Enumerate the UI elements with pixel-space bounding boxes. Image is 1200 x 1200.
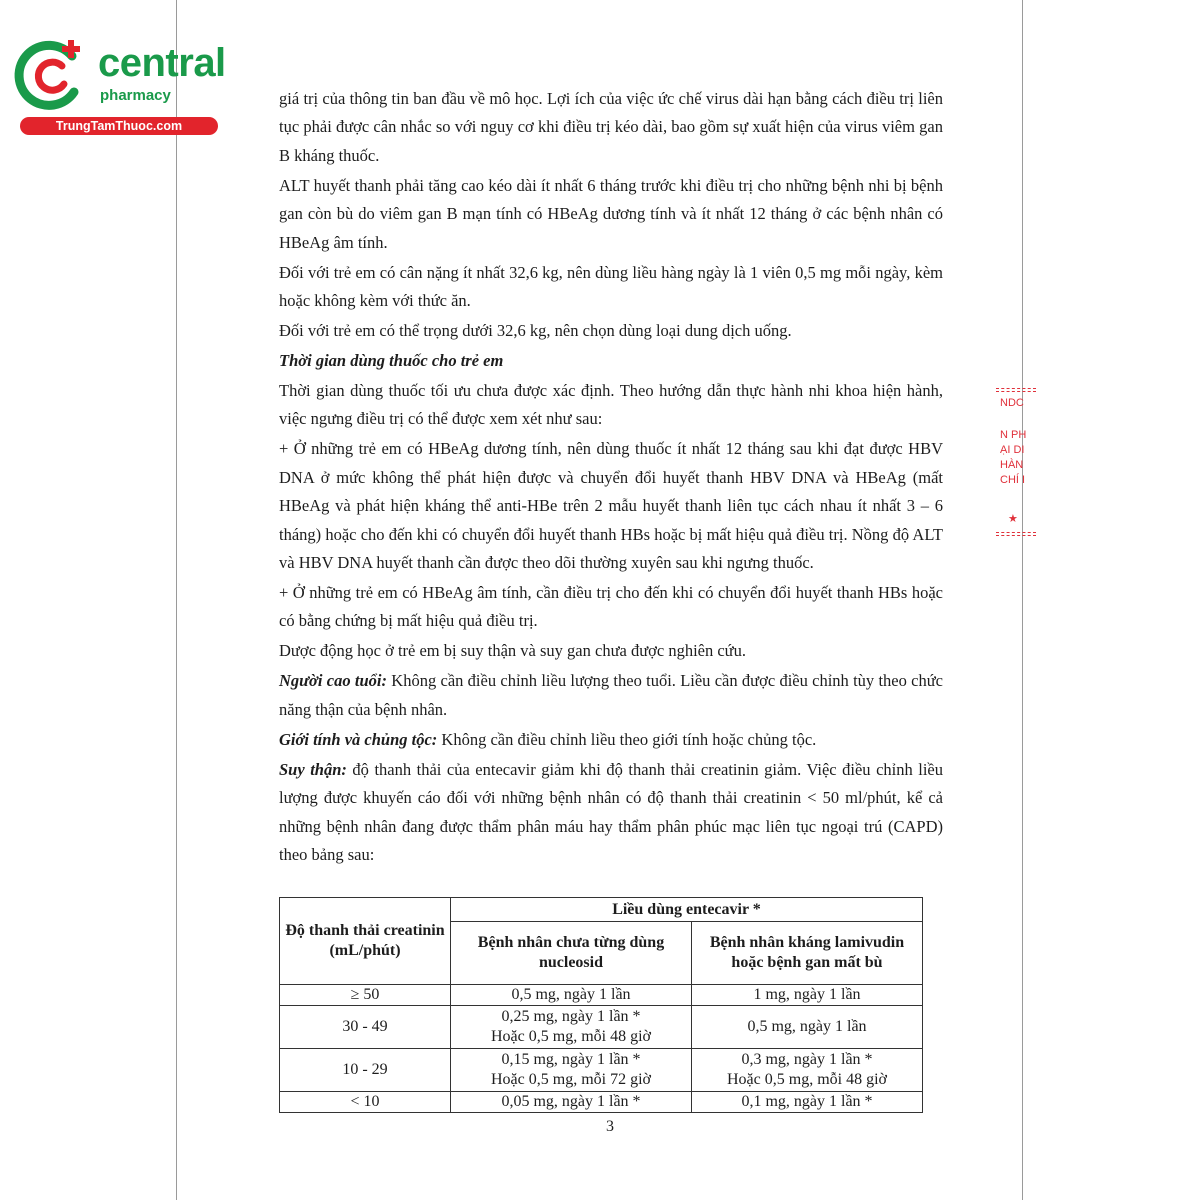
pharmacy-logo-icon (10, 36, 90, 116)
brand-name: central (98, 41, 226, 85)
table-row (280, 1049, 923, 1092)
naive-dose-cell (451, 1006, 692, 1049)
paragraph: ALT huyết thanh phải tăng cao kéo dài ít nhất 6 tháng trước khi điều trị cho những bệnh nhi bị bệnh gan còn bù do viêm gan B mạn tính có HBeAg dương tính và ít nhất 12 tháng ở các bệnh nhân có HBeAg âm tính. (279, 175, 943, 252)
paragraph-gender-race (279, 726, 943, 754)
dose-line: 0,5 mg, ngày 1 lần (511, 986, 631, 1003)
lead-label: Người cao tuổi: (279, 671, 387, 691)
paragraph-text: độ thanh thải của entecavir giảm khi độ thanh thải creatinin giảm. Việc điều chỉnh liều lượng được khuyến cáo đối với những bệnh nhân có độ thanh thải creatinin < 50 ml/phút, kể cả những bệnh nhân đang được thẩm phân máu hay thẩm phân phúc mạc liên tục ngoại trú (CAPD) theo bảng sau: (279, 759, 944, 865)
clearance-cell: < 10 (280, 1092, 451, 1113)
left-page-edge (176, 0, 177, 1200)
stamp-text: N PH (1000, 429, 1027, 441)
stamp-text: ẠI DI (1000, 444, 1025, 456)
paragraph: Đối với trẻ em có cân nặng ít nhất 32,6 kg, nên dùng liều hàng ngày là 1 viên 0,5 mg mỗi ngày, kèm hoặc không kèm với thức ăn. (279, 262, 943, 311)
table-row (280, 985, 923, 1006)
table-row (280, 1092, 923, 1113)
resistant-header: Bệnh nhân kháng lamivudin hoặc bệnh gan mất bù (692, 922, 923, 985)
brand-subtitle: pharmacy (100, 87, 171, 104)
stamp-border-bottom (996, 532, 1036, 536)
stamp-border-top (996, 388, 1036, 392)
paragraph-renal (279, 756, 943, 870)
paragraph-text: Không cần điều chỉnh liều theo giới tính hoặc chủng tộc. (437, 729, 817, 749)
dose-line: 0,25 mg, ngày 1 lần * (501, 1008, 641, 1025)
dose-line: 0,15 mg, ngày 1 lần * (501, 1051, 641, 1068)
table-row (280, 1006, 923, 1049)
table-header-row (280, 898, 923, 922)
dose-line: 0,3 mg, ngày 1 lần * (741, 1051, 873, 1068)
stamp-star-icon: ★ (1008, 513, 1018, 525)
dose-line: 0,05 mg, ngày 1 lần * (501, 1093, 641, 1110)
dose-line: 0,1 mg, ngày 1 lần * (741, 1093, 873, 1110)
document-body (279, 85, 943, 871)
stamp-fragment (996, 388, 1036, 543)
naive-dose-cell (451, 1092, 692, 1113)
stamp-text: NDC (1000, 397, 1024, 409)
resistant-dose-cell (692, 1006, 923, 1049)
dose-line: 1 mg, ngày 1 lần (753, 986, 861, 1003)
paragraph: + Ở những trẻ em có HBeAg âm tính, cần điều trị cho đến khi có chuyển đổi huyết thanh HBs hoặc có bằng chứng bị mất hiệu quả điều trị. (279, 583, 943, 631)
resistant-dose-cell (692, 985, 923, 1006)
paragraph: giá trị của thông tin ban đầu về mô học. Lợi ích của việc ức chế virus dài hạn bằng cách điều trị liên tục phải được cân nhắc so với nguy cơ khi điều trị kéo dài, bao gồm sự xuất hiện của virus viêm gan B kháng thuốc. (279, 89, 943, 165)
section-heading: Thời gian dùng thuốc cho trẻ em (279, 351, 504, 371)
page-number: 3 (606, 1118, 614, 1135)
brand-logo[interactable] (10, 36, 226, 136)
resistant-dose-cell (692, 1049, 923, 1092)
paragraph: Dược động học ở trẻ em bị suy thận và suy gan chưa được nghiên cứu. (279, 641, 747, 661)
dose-line: Hoặc 0,5 mg, mỗi 72 giờ (491, 1071, 651, 1088)
right-page-edge (1022, 0, 1023, 1200)
lead-label: Suy thận: (279, 759, 347, 779)
dosage-table (279, 897, 923, 1113)
paragraph: Thời gian dùng thuốc tối ưu chưa được xác định. Theo hướng dẫn thực hành nhi khoa hiện hành, việc ngưng điều trị có thể được xem xét như sau: (279, 381, 943, 429)
dosage-group-header: Liều dùng entecavir * (451, 898, 923, 922)
lead-label: Giới tính và chủng tộc: (279, 729, 438, 749)
clearance-header: Độ thanh thải creatinin (mL/phút) (280, 898, 451, 985)
naive-dose-cell (451, 1049, 692, 1092)
paragraph: Đối với trẻ em có thể trọng dưới 32,6 kg, nên chọn dùng loại dung dịch uống. (279, 321, 792, 341)
resistant-dose-cell (692, 1092, 923, 1113)
paragraph-text: Không cần điều chỉnh liều lượng theo tuổi. Liều cần được điều chỉnh tùy theo chức năng thận của bệnh nhân. (279, 671, 943, 719)
stamp-text: CHÍ I (1000, 474, 1026, 486)
paragraph: + Ở những trẻ em có HBeAg dương tính, nên dùng thuốc ít nhất 12 tháng sau khi đạt được HBV DNA ở mức không thể phát hiện được và chuyển đổi huyết thanh HBV DNA và HBeAg (mất HBeAg và phát hiện kháng thể anti-HBe trên 2 mẫu huyết thanh liên tục cách nhau ít nhất 3 – 6 tháng) hoặc cho đến khi có chuyển đổi huyết thanh HBs hoặc bị mất hiệu quả điều trị. Nồng độ ALT và HBV DNA huyết thanh cần được theo dõi thường xuyên sau khi ngưng thuốc. (279, 439, 943, 573)
clearance-cell: 10 - 29 (280, 1049, 451, 1092)
brand-website[interactable]: TrungTamThuoc.com (20, 117, 218, 135)
naive-dose-cell (451, 985, 692, 1006)
stamp-text: HÀN (1000, 459, 1024, 471)
clearance-cell: 30 - 49 (280, 1006, 451, 1049)
paragraph-elderly (279, 667, 943, 724)
dose-line: 0,5 mg, ngày 1 lần (747, 1018, 867, 1035)
dose-line: Hoặc 0,5 mg, mỗi 48 giờ (727, 1071, 887, 1088)
dose-line: Hoặc 0,5 mg, mỗi 48 giờ (491, 1028, 651, 1045)
clearance-cell: ≥ 50 (280, 985, 451, 1006)
naive-header: Bệnh nhân chưa từng dùng nucleosid (451, 922, 692, 985)
